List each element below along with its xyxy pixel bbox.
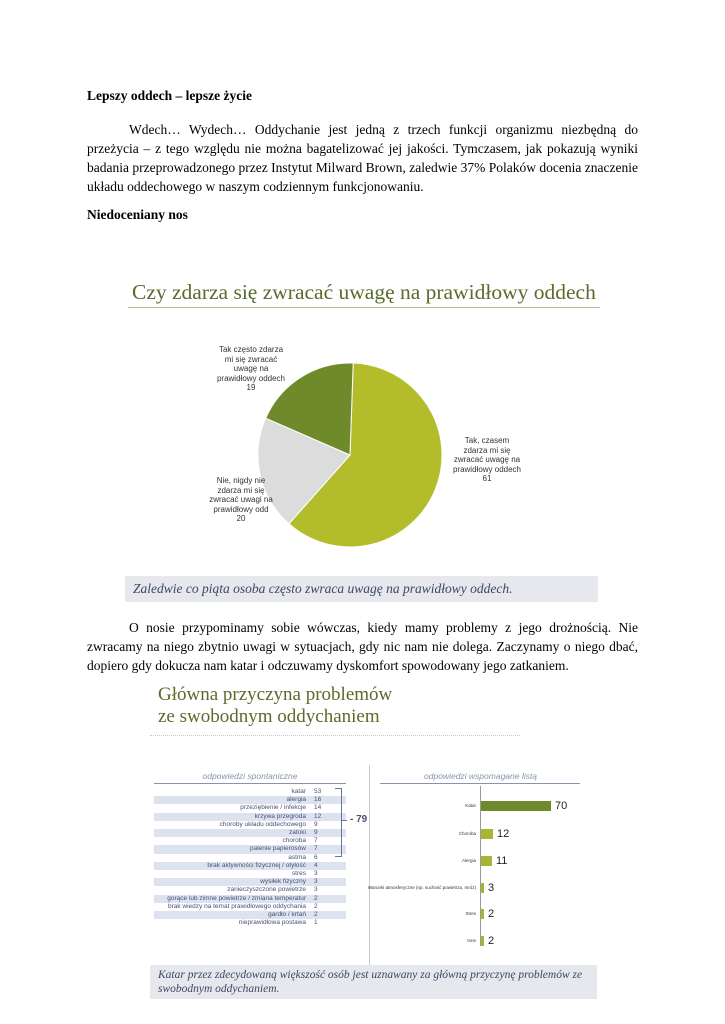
pie-label-sometimes <box>452 436 522 484</box>
table-row-value: 1 <box>314 919 318 927</box>
causes-title-line-2: ze swobodnym oddychaniem <box>158 706 380 727</box>
table-row <box>154 804 346 812</box>
causes-figure-title <box>158 684 392 728</box>
bar <box>481 909 484 919</box>
table-row <box>154 788 346 796</box>
bracket-total-label: - 79 <box>350 814 368 825</box>
pie-chart-title: Czy zdarza się zwracać uwagę na prawidłowy oddech <box>132 280 596 304</box>
table-row-label: alergia <box>286 796 306 804</box>
table-row <box>154 796 346 804</box>
table-row-label: zanieczyszczone powietrze <box>227 886 306 894</box>
bar-category-label: Choroba <box>458 831 476 836</box>
table-row-value: 16 <box>314 796 322 804</box>
table-row-value: 3 <box>314 878 318 886</box>
bar <box>481 883 484 893</box>
table-row <box>154 845 346 853</box>
pie-chart-caption: Zaledwie co piąta osoba często zwraca uwagę na prawidłowy oddech. <box>125 576 598 602</box>
pie-label-often-text: Tak często zdarza mi się zwracać uwagę na prawidłowy oddech <box>216 345 286 383</box>
spontaneous-header-line <box>154 783 346 784</box>
table-row-label: choroby układu oddechowego <box>219 820 306 828</box>
aided-header-line <box>380 783 580 784</box>
table-row-label: wysiłek fizyczny <box>260 878 306 886</box>
aided-section-title: odpowiedzi wspomagane listą <box>424 771 537 781</box>
table-row-value: 2 <box>314 894 318 902</box>
table-row-value: 14 <box>314 804 322 812</box>
pie-label-never-value: 20 <box>236 514 246 523</box>
table-row-value: 9 <box>314 820 318 828</box>
table-row-label: palenie papierosów <box>249 845 306 853</box>
table-row <box>154 829 346 837</box>
table-row-value: 2 <box>314 911 318 918</box>
pie-label-never <box>206 476 276 524</box>
paragraph-1: Wdech… Wydech… Oddychanie jest jedną z trzech funkcji organizmu niezbędną do przeżycia – z tego względu nie można bagatelizować jej jakości. Tymczasem, jak pokazują wyniki badania przeprowadzonego przez Instytut Milward Brown, zaledwie 37% Polaków docenia znaczenie układu oddechowego w naszym codziennym funkcjonowaniu. <box>87 122 638 194</box>
table-row <box>154 837 346 845</box>
bar <box>481 801 551 811</box>
bar-category-label: Inne <box>467 938 476 943</box>
table-row-label: stres <box>291 870 306 877</box>
paragraph-2: O nosie przypominamy sobie wówczas, kiedy mamy problemy z jego drożnością. Nie zwracamy na niego zbytnio uwagi w sytuacjach, gdy nic nam nie dolega. Zaczynamy o niego dbać, dopiero gdy dokucza nam katar i odczuwamy dyskomfort spowodowany jego zatkaniem. <box>87 620 638 673</box>
table-row-label: astma <box>288 853 306 861</box>
table-row-label: przeziębienie / infekcje <box>240 804 306 812</box>
total-bracket <box>335 788 342 857</box>
bar-value-label: 2 <box>488 908 495 920</box>
title-underline <box>128 307 600 308</box>
table-row-value: 3 <box>314 870 318 877</box>
pie-label-often <box>215 345 287 393</box>
table-row-value: 6 <box>314 853 318 861</box>
section-heading-1: Lepszy oddech – lepsze życie <box>87 88 252 103</box>
bracket-tick <box>341 820 347 821</box>
table-row-label: zatoki <box>289 829 306 836</box>
table-row <box>154 878 346 886</box>
bracket-total-value: 79 <box>356 814 368 825</box>
bar-category-label: Stres <box>465 911 476 916</box>
spontaneous-section-title: odpowiedzi spontaniczne <box>202 771 298 781</box>
table-row-value: 4 <box>314 861 318 869</box>
pie-label-sometimes-value: 61 <box>482 474 492 483</box>
table-row-label: brak aktywności fizycznej / otyłość <box>207 861 306 869</box>
bar <box>481 856 492 866</box>
table-row <box>154 813 346 821</box>
table-row-label: brak wiedzy na temat prawidłowego oddychania <box>167 902 306 910</box>
table-row-value: 2 <box>314 902 318 910</box>
table-row-value: 7 <box>314 837 318 845</box>
table-row <box>154 895 346 903</box>
figure-divider <box>150 735 520 737</box>
table-row <box>154 854 346 862</box>
table-row-label: gorące lub zimne powietrze / zmiana temperatur <box>167 894 306 902</box>
table-row-label: krzywa przegroda <box>254 812 306 820</box>
bar <box>481 829 493 839</box>
pie-label-sometimes-text: Tak, czasem zdarza mi się zwracać uwagę na prawidłowy oddech <box>452 436 522 474</box>
bar-category-label: Warunki atmosferyczne (np. suchość powietrza, mróz) <box>367 885 476 890</box>
panel-divider <box>369 765 370 965</box>
bar-value-label: 70 <box>555 800 568 812</box>
bar <box>481 936 484 946</box>
bar-value-label: 11 <box>496 855 508 867</box>
section-heading-2: Niedoceniany nos <box>87 207 188 222</box>
table-row-value: 12 <box>314 812 322 820</box>
pie-label-never-text: Nie, nigdy nie zdarza mi się zwracać uwagi na prawidłowy odd <box>209 476 273 514</box>
table-row-label: gardło / krtań <box>268 911 306 918</box>
table-row <box>154 903 346 911</box>
table-row <box>154 862 346 870</box>
causes-figure-caption: Katar przez zdecydowaną większość osób jest uznawany za główną przyczynę problemów ze swobodnym oddychaniem. <box>150 965 597 999</box>
causes-title-line-1: Główna przyczyna problemów <box>158 684 393 705</box>
table-row <box>154 821 346 829</box>
table-row-label: choroba <box>282 837 306 845</box>
table-row-value: 9 <box>314 829 318 836</box>
bar-value-label: 3 <box>488 882 495 894</box>
bar-value-label: 2 <box>488 935 495 947</box>
pie-label-often-value: 19 <box>246 383 256 392</box>
bar-category-label: Alergia <box>461 858 476 863</box>
table-row <box>154 870 346 878</box>
table-row-value: 7 <box>314 845 318 853</box>
bar-value-label: 12 <box>497 828 510 840</box>
table-row-value: 53 <box>314 788 322 795</box>
table-row-label: nieprawidłowa postawa <box>238 919 306 927</box>
table-row <box>154 886 346 894</box>
bar-category-label: Katar <box>465 803 476 808</box>
table-row-value: 3 <box>314 886 318 894</box>
table-row-label: katar <box>291 788 306 795</box>
table-row <box>154 919 346 927</box>
table-row <box>154 911 346 919</box>
